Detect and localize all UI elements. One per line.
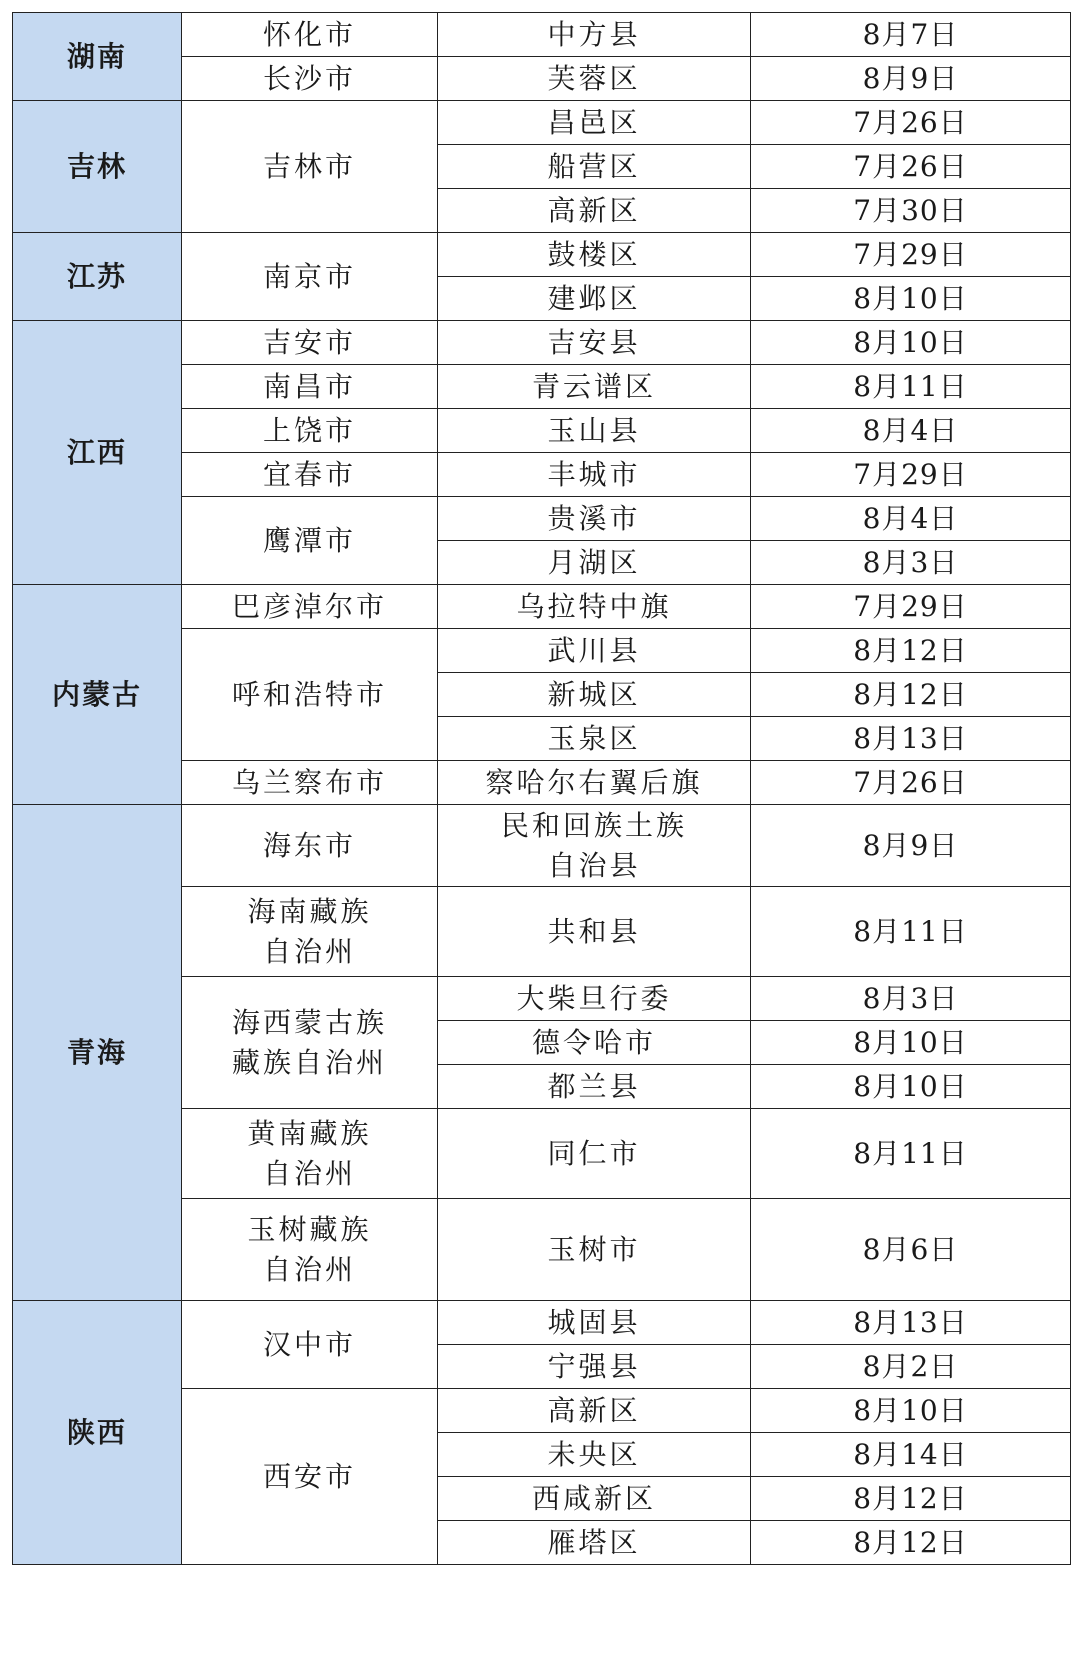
- date-cell: 7月29日: [751, 233, 1071, 277]
- city-cell-text: 海南藏族自治州: [247, 894, 372, 968]
- county-cell: 察哈尔右翼后旗: [438, 761, 751, 805]
- county-cell: 未央区: [438, 1433, 751, 1477]
- date-cell: 8月12日: [751, 673, 1071, 717]
- county-cell: 月湖区: [438, 541, 751, 585]
- date-cell: 8月11日: [751, 1109, 1071, 1199]
- city-cell-text: 海西蒙古族藏族自治州: [231, 1005, 387, 1079]
- county-cell: 船营区: [438, 145, 751, 189]
- county-cell: 芙蓉区: [438, 57, 751, 101]
- date-cell: 8月10日: [751, 321, 1071, 365]
- city-cell: 汉中市: [182, 1301, 438, 1389]
- county-cell: 青云谱区: [438, 365, 751, 409]
- table-row: [13, 585, 1071, 629]
- city-cell: [182, 1109, 438, 1199]
- date-cell: 8月2日: [751, 1345, 1071, 1389]
- region-table: [12, 12, 1071, 1565]
- table-row: [13, 805, 1071, 887]
- county-cell: 武川县: [438, 629, 751, 673]
- city-cell: 南京市: [182, 233, 438, 321]
- date-cell: 8月3日: [751, 977, 1071, 1021]
- table-row: [13, 233, 1071, 277]
- province-cell: 青海: [13, 805, 182, 1301]
- date-cell: 8月12日: [751, 1477, 1071, 1521]
- city-cell: 长沙市: [182, 57, 438, 101]
- county-cell: 大柴旦行委: [438, 977, 751, 1021]
- county-cell: 高新区: [438, 189, 751, 233]
- province-cell: 江西: [13, 321, 182, 585]
- date-cell: 8月6日: [751, 1199, 1071, 1301]
- date-cell: 8月11日: [751, 887, 1071, 977]
- city-cell-text: 黄南藏族自治州: [247, 1116, 372, 1190]
- date-cell: 8月14日: [751, 1433, 1071, 1477]
- county-cell: 吉安县: [438, 321, 751, 365]
- date-cell: 7月26日: [751, 101, 1071, 145]
- city-cell: 鹰潭市: [182, 497, 438, 585]
- county-cell: 雁塔区: [438, 1521, 751, 1565]
- county-cell: 都兰县: [438, 1065, 751, 1109]
- province-cell: 江苏: [13, 233, 182, 321]
- county-cell: 玉山县: [438, 409, 751, 453]
- city-cell: 南昌市: [182, 365, 438, 409]
- county-cell: 德令哈市: [438, 1021, 751, 1065]
- city-cell: 呼和浩特市: [182, 629, 438, 761]
- date-cell: 7月29日: [751, 585, 1071, 629]
- date-cell: 8月12日: [751, 629, 1071, 673]
- date-cell: 8月4日: [751, 497, 1071, 541]
- city-cell: [182, 977, 438, 1109]
- county-cell: 中方县: [438, 13, 751, 57]
- county-cell: 鼓楼区: [438, 233, 751, 277]
- city-cell: 宜春市: [182, 453, 438, 497]
- city-cell: [182, 887, 438, 977]
- county-cell: 共和县: [438, 887, 751, 977]
- date-cell: 7月29日: [751, 453, 1071, 497]
- date-cell: 7月26日: [751, 761, 1071, 805]
- table-row: [13, 13, 1071, 57]
- county-cell: [438, 805, 751, 887]
- date-cell: 8月13日: [751, 1301, 1071, 1345]
- city-cell: 乌兰察布市: [182, 761, 438, 805]
- city-cell-text: 玉树藏族自治州: [247, 1212, 372, 1286]
- city-cell: 吉安市: [182, 321, 438, 365]
- county-cell: 贵溪市: [438, 497, 751, 541]
- date-cell: 8月7日: [751, 13, 1071, 57]
- county-cell: 宁强县: [438, 1345, 751, 1389]
- county-cell: 建邺区: [438, 277, 751, 321]
- county-cell-text: 民和回族土族自治县: [500, 808, 687, 882]
- date-cell: 8月10日: [751, 1065, 1071, 1109]
- county-cell: 城固县: [438, 1301, 751, 1345]
- city-cell: 西安市: [182, 1389, 438, 1565]
- county-cell: 玉泉区: [438, 717, 751, 761]
- date-cell: 8月9日: [751, 57, 1071, 101]
- province-cell: 吉林: [13, 101, 182, 233]
- city-cell: 吉林市: [182, 101, 438, 233]
- date-cell: 8月10日: [751, 1389, 1071, 1433]
- date-cell: 8月10日: [751, 1021, 1071, 1065]
- province-cell: 陕西: [13, 1301, 182, 1565]
- date-cell: 8月3日: [751, 541, 1071, 585]
- date-cell: 7月30日: [751, 189, 1071, 233]
- county-cell: 新城区: [438, 673, 751, 717]
- county-cell: 西咸新区: [438, 1477, 751, 1521]
- county-cell: 乌拉特中旗: [438, 585, 751, 629]
- table-row: [13, 321, 1071, 365]
- city-cell: 怀化市: [182, 13, 438, 57]
- province-cell: 内蒙古: [13, 585, 182, 805]
- county-cell: 同仁市: [438, 1109, 751, 1199]
- county-cell: 玉树市: [438, 1199, 751, 1301]
- city-cell: 巴彦淖尔市: [182, 585, 438, 629]
- table-row: [13, 1301, 1071, 1345]
- county-cell: 昌邑区: [438, 101, 751, 145]
- date-cell: 8月12日: [751, 1521, 1071, 1565]
- city-cell: [182, 1199, 438, 1301]
- county-cell: 丰城市: [438, 453, 751, 497]
- date-cell: 8月13日: [751, 717, 1071, 761]
- city-cell: 海东市: [182, 805, 438, 887]
- province-cell: 湖南: [13, 13, 182, 101]
- date-cell: 8月11日: [751, 365, 1071, 409]
- county-cell: 高新区: [438, 1389, 751, 1433]
- region-table-body: [13, 13, 1071, 1565]
- table-row: [13, 101, 1071, 145]
- date-cell: 8月9日: [751, 805, 1071, 887]
- date-cell: 7月26日: [751, 145, 1071, 189]
- city-cell: 上饶市: [182, 409, 438, 453]
- date-cell: 8月10日: [751, 277, 1071, 321]
- date-cell: 8月4日: [751, 409, 1071, 453]
